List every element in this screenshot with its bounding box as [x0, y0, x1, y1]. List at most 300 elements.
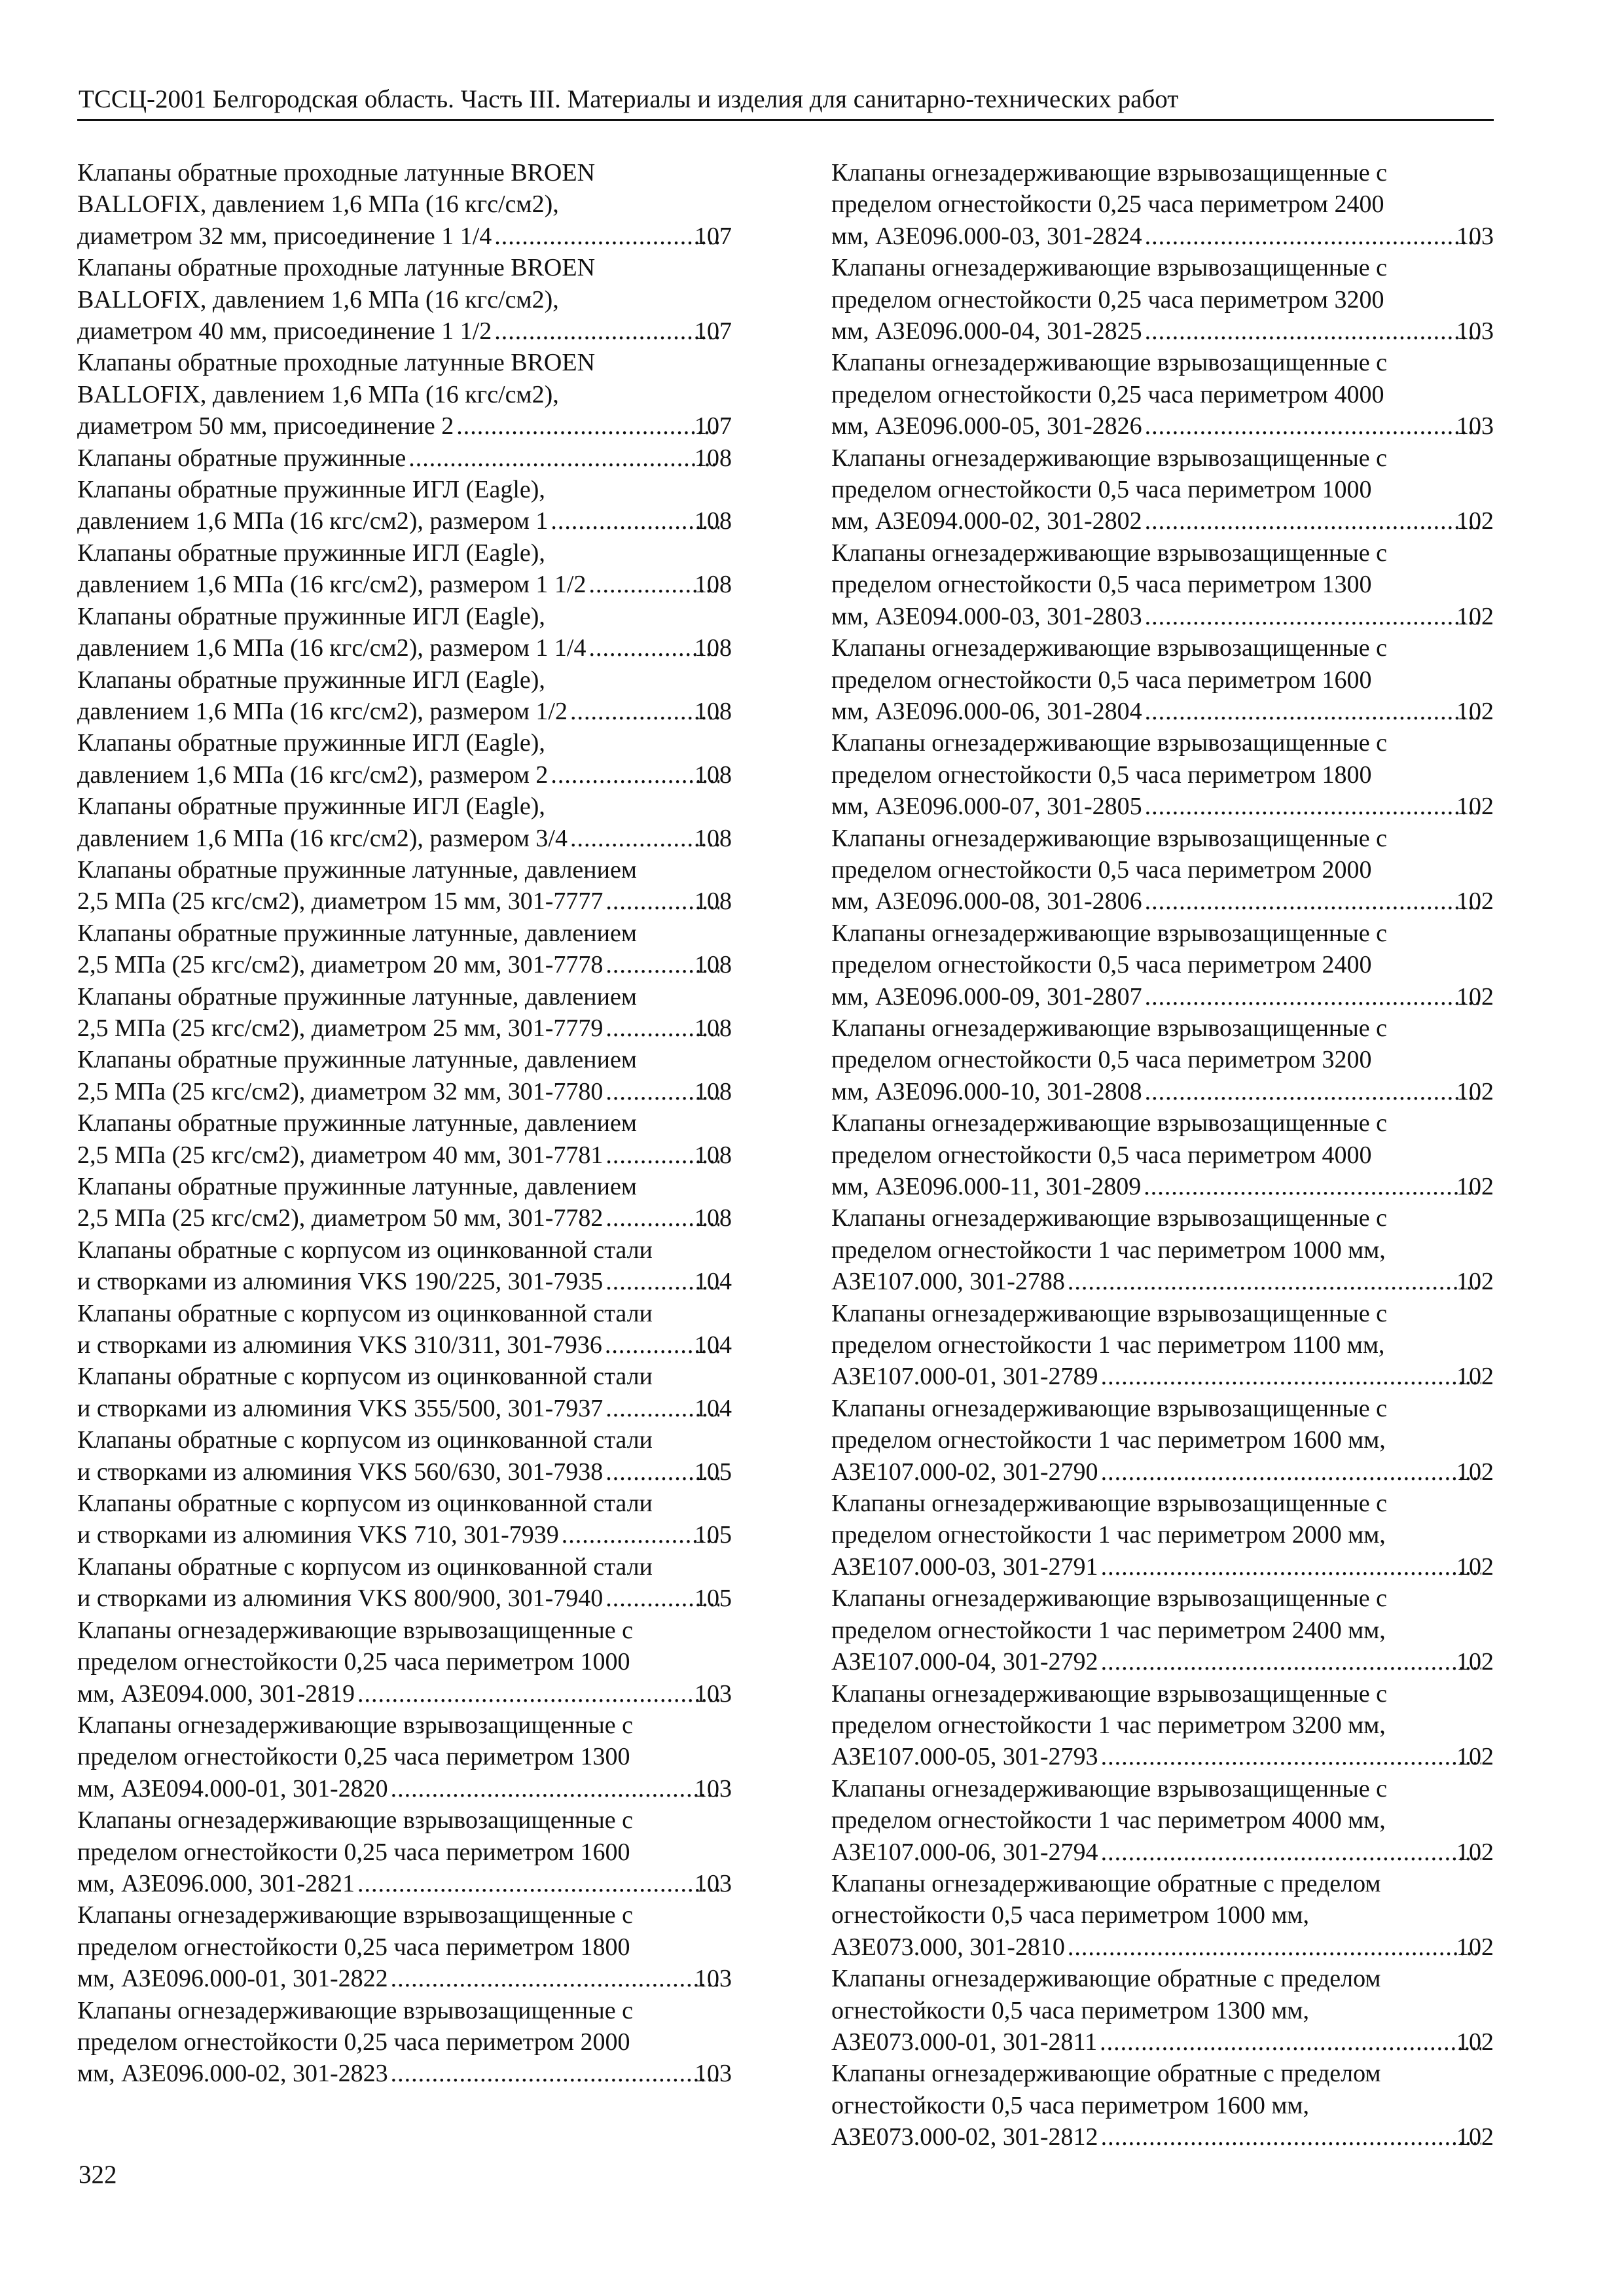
- index-entry-line: пределом огнестойкости 0,5 часа периметром 3200: [831, 1046, 1372, 1074]
- index-entry-last-line: [77, 410, 732, 442]
- index-entry-line: пределом огнестойкости 1 час периметром 1600 мм,: [831, 1426, 1386, 1454]
- index-entry-last-line: [77, 1456, 732, 1488]
- index-entry-text: давлением 1,6 МПа (16 кгс/см2), размером 1: [77, 507, 549, 535]
- index-page-ref: 102: [1456, 1648, 1494, 1676]
- index-entry: [77, 918, 732, 981]
- index-entry: [77, 854, 732, 918]
- index-entry-line: пределом огнестойкости 1 час периметром 3200 мм,: [831, 1711, 1386, 1739]
- dot-leader: [391, 1773, 719, 1804]
- index-entry-line: пределом огнестойкости 1 час периметром 2000 мм,: [831, 1521, 1386, 1549]
- index-entry: [77, 474, 732, 537]
- index-entry-line: Клапаны огнезадерживающие взрывозащищенные с: [831, 919, 1388, 947]
- index-entry: [77, 1107, 732, 1171]
- index-entry-last-line: [831, 221, 1494, 252]
- index-entry-line: Клапаны обратные с корпусом из оцинкованной стали: [77, 1552, 653, 1581]
- header-rule: [77, 119, 1494, 121]
- index-entry-line: Клапаны обратные проходные латунные BROEN: [77, 254, 596, 282]
- index-entry-line: Клапаны обратные пружинные латунные, давлением: [77, 1046, 637, 1074]
- index-entry-last-line: [831, 981, 1494, 1013]
- index-entry-last-line: [77, 1519, 732, 1551]
- index-entry-text: 2,5 МПа (25 кгс/см2), диаметром 20 мм, 301-7778: [77, 951, 604, 979]
- index-entry: [831, 1583, 1494, 1677]
- index-entry-text: мм, АЗЕ096.000-01, 301-2822: [77, 1965, 388, 1993]
- index-entry-text: диаметром 40 мм, присоединение 1 1/2: [77, 317, 492, 346]
- index-entry-line: пределом огнестойкости 0,25 часа периметром 4000: [831, 380, 1384, 408]
- index-entry-last-line: [77, 886, 732, 917]
- index-entry-text: мм, АЗЕ094.000-02, 301-2802: [831, 507, 1142, 535]
- index-entry: [831, 1013, 1494, 1107]
- index-page-ref: 107: [695, 222, 732, 250]
- index-entry-text: и створками из алюминия VKS 190/225, 301-7935: [77, 1268, 604, 1296]
- index-entry-text: мм, АЗЕ096.000-11, 301-2809: [831, 1173, 1142, 1200]
- index-entry-text: мм, АЗЕ096.000-07, 301-2805: [831, 793, 1142, 821]
- index-entry: [77, 1424, 732, 1488]
- index-entry-last-line: [77, 315, 732, 347]
- index-entry-text: 2,5 МПа (25 кгс/см2), диаметром 40 мм, 301-7781: [77, 1141, 604, 1169]
- index-page-ref: 102: [1456, 1268, 1494, 1296]
- index-entry-last-line: [77, 2058, 732, 2089]
- index-entry: [77, 1361, 732, 1424]
- index-entry-last-line: [77, 1329, 732, 1361]
- index-entry: [77, 157, 732, 252]
- dot-leader: [1145, 601, 1481, 632]
- index-entry: [77, 1044, 732, 1107]
- index-entry-last-line: [831, 2026, 1494, 2058]
- index-page-ref: 102: [1456, 1458, 1494, 1486]
- index-entry: [831, 823, 1494, 918]
- index-entry-text: давлением 1,6 МПа (16 кгс/см2), размером 1 1/2: [77, 571, 586, 599]
- index-entry: [831, 1107, 1494, 1202]
- index-entry-text: 2,5 МПа (25 кгс/см2), диаметром 50 мм, 301-7782: [77, 1204, 604, 1232]
- index-entry-last-line: [831, 601, 1494, 632]
- index-entry-last-line: [831, 1266, 1494, 1297]
- dot-leader: [357, 1868, 719, 1899]
- index-entry-text: АЗЕ107.000-06, 301-2794: [831, 1838, 1098, 1866]
- index-entry-line: Клапаны обратные пружинные латунные, давлением: [77, 1109, 637, 1138]
- index-entry-last-line: [831, 1551, 1494, 1583]
- index-entry-last-line: [77, 1773, 732, 1804]
- index-entry-text: АЗЕ107.000, 301-2788: [831, 1268, 1065, 1296]
- dot-leader: [1101, 1646, 1481, 1677]
- dot-leader: [1145, 221, 1481, 252]
- index-entry: [831, 1963, 1494, 2058]
- index-entry-line: Клапаны обратные с корпусом из оцинкованной стали: [77, 1236, 653, 1264]
- index-page-ref: 103: [695, 1869, 732, 1897]
- index-entry-line: Клапаны обратные пружинные ИГЛ (Eagle),: [77, 539, 545, 567]
- index-entry-line: Клапаны обратные пружинные латунные, давлением: [77, 855, 637, 884]
- index-entry: [831, 918, 1494, 1013]
- index-entry: [77, 537, 732, 601]
- index-entry-last-line: [831, 1076, 1494, 1107]
- index-entry-text: АЗЕ107.000-03, 301-2791: [831, 1552, 1098, 1581]
- index-entry-line: Клапаны огнезадерживающие взрывозащищенные с: [831, 1109, 1388, 1138]
- index-entry-text: мм, АЗЕ096.000-08, 301-2806: [831, 888, 1142, 916]
- index-entry: [77, 1234, 732, 1298]
- index-page-ref: 108: [695, 571, 732, 599]
- index-entry-last-line: [77, 1678, 732, 1710]
- index-entry-last-line: [77, 1202, 732, 1234]
- index-entry-line: Клапаны огнезадерживающие взрывозащищенные с: [831, 349, 1388, 377]
- index-page-ref: 102: [1456, 1077, 1494, 1105]
- index-entry-text: и створками из алюминия VKS 355/500, 301-7937: [77, 1394, 604, 1422]
- dot-leader: [1068, 1266, 1481, 1297]
- index-page-ref: 103: [695, 2060, 732, 2088]
- index-entry-line: BALLOFIX, давлением 1,6 МПа (16 кгс/см2),: [77, 190, 559, 219]
- index-page-ref: 102: [1456, 697, 1494, 725]
- index-entry-text: АЗЕ073.000-02, 301-2812: [831, 2123, 1098, 2151]
- index-entry-line: пределом огнестойкости 0,25 часа периметром 1800: [77, 1933, 630, 1961]
- dot-leader: [1101, 1361, 1481, 1392]
- index-page-ref: 108: [695, 444, 732, 472]
- index-entry: [831, 2058, 1494, 2153]
- index-entry-text: мм, АЗЕ096.000-10, 301-2808: [831, 1077, 1142, 1105]
- index-entry: [77, 791, 732, 854]
- index-entry-line: Клапаны обратные пружинные ИГЛ (Eagle),: [77, 476, 545, 504]
- index-entry-line: Клапаны огнезадерживающие взрывозащищенные с: [831, 1394, 1388, 1422]
- dot-leader: [1100, 2026, 1481, 2058]
- index-page-ref: 102: [1456, 1933, 1494, 1961]
- index-entry-text: АЗЕ107.000-05, 301-2793: [831, 1743, 1098, 1771]
- index-entry-line: огнестойкости 0,5 часа периметром 1000 мм,: [831, 1901, 1309, 1929]
- index-entry: [77, 1171, 732, 1234]
- index-page-ref: 108: [695, 1077, 732, 1105]
- index-entry-text: АЗЕ073.000-01, 301-2811: [831, 2028, 1098, 2056]
- index-entry: [77, 601, 732, 664]
- index-entry-text: мм, АЗЕ094.000-03, 301-2803: [831, 602, 1142, 630]
- dot-leader: [1101, 1456, 1481, 1488]
- index-entry-text: диаметром 32 мм, присоединение 1 1/4: [77, 222, 492, 250]
- index-entry-line: пределом огнестойкости 0,5 часа периметром 1000: [831, 476, 1372, 504]
- index-entry: [831, 1393, 1494, 1488]
- dot-leader: [1145, 410, 1481, 442]
- index-entry: [77, 981, 732, 1045]
- index-entry-line: пределом огнестойкости 0,25 часа периметром 1300: [77, 1743, 630, 1771]
- index-entry-text: диаметром 50 мм, присоединение 2: [77, 412, 454, 440]
- index-page-ref: 102: [1456, 507, 1494, 535]
- index-entry-line: Клапаны огнезадерживающие обратные с пределом: [831, 2060, 1381, 2088]
- dot-leader: [494, 221, 719, 252]
- index-entry-line: Клапаны огнезадерживающие взрывозащищенные с: [77, 1996, 634, 2024]
- index-entry-line: BALLOFIX, давлением 1,6 МПа (16 кгс/см2),: [77, 380, 559, 408]
- index-entry-text: мм, АЗЕ096.000-05, 301-2826: [831, 412, 1142, 440]
- index-entry-last-line: [77, 442, 732, 474]
- index-page-ref: 103: [1456, 317, 1494, 346]
- index-page-ref: 103: [1456, 222, 1494, 250]
- index-page-ref: 107: [695, 412, 732, 440]
- index-entry-last-line: [831, 1646, 1494, 1677]
- index-page-ref: 105: [695, 1585, 732, 1613]
- index-entry: [831, 1298, 1494, 1393]
- index-entry-text: и створками из алюминия VKS 310/311, 301-7936: [77, 1331, 602, 1359]
- index-entry-line: Клапаны огнезадерживающие взрывозащищенные с: [831, 1774, 1388, 1803]
- index-page-ref: 102: [1456, 2123, 1494, 2151]
- index-entry-last-line: [831, 1456, 1494, 1488]
- index-page-ref: 102: [1456, 2028, 1494, 2056]
- dot-leader: [1145, 886, 1481, 917]
- index-entry: [831, 1488, 1494, 1583]
- index-entry-line: пределом огнестойкости 0,25 часа периметром 1600: [77, 1838, 630, 1866]
- index-entry-line: Клапаны обратные пружинные ИГЛ (Eagle),: [77, 793, 545, 821]
- index-entry: [831, 1773, 1494, 1868]
- index-entry: [831, 347, 1494, 442]
- index-entry-line: Клапаны обратные с корпусом из оцинкованной стали: [77, 1363, 653, 1391]
- index-entry: [77, 442, 732, 474]
- index-entry-line: Клапаны обратные пружинные ИГЛ (Eagle),: [77, 602, 545, 630]
- index-page-ref: 102: [1456, 1838, 1494, 1866]
- index-entry: [77, 727, 732, 791]
- index-entry: [77, 1298, 732, 1361]
- index-page-ref: 108: [695, 888, 732, 916]
- index-page-ref: 102: [1456, 793, 1494, 821]
- index-entry-line: Клапаны огнезадерживающие взрывозащищенные с: [831, 1299, 1388, 1327]
- dot-leader: [1101, 1837, 1481, 1868]
- dot-leader: [1145, 981, 1481, 1013]
- index-entry-last-line: [77, 505, 732, 537]
- index-entry: [831, 1202, 1494, 1297]
- dot-leader: [408, 442, 719, 474]
- dot-leader: [456, 410, 719, 442]
- index-page-ref: 105: [695, 1521, 732, 1549]
- dot-leader: [1101, 1551, 1481, 1583]
- index-entry-text: АЗЕ107.000-01, 301-2789: [831, 1363, 1098, 1391]
- index-entry-line: пределом огнестойкости 1 час периметром 4000 мм,: [831, 1806, 1386, 1835]
- index-entry: [831, 1678, 1494, 1773]
- index-page-ref: 102: [1456, 602, 1494, 630]
- index-page-ref: 108: [695, 951, 732, 979]
- index-entry-line: Клапаны огнезадерживающие взрывозащищенные с: [831, 1204, 1388, 1232]
- index-entry-text: 2,5 МПа (25 кгс/см2), диаметром 15 мм, 301-7777: [77, 888, 604, 916]
- index-entry-line: Клапаны обратные проходные латунные BROEN: [77, 159, 596, 187]
- index-entry-text: АЗЕ107.000-02, 301-2790: [831, 1458, 1098, 1486]
- index-entry-text: мм, АЗЕ096.000, 301-2821: [77, 1869, 355, 1897]
- index-entry-text: и створками из алюминия VKS 560/630, 301-7938: [77, 1458, 604, 1486]
- index-entry-line: пределом огнестойкости 1 час периметром 2400 мм,: [831, 1616, 1386, 1644]
- index-entry-line: Клапаны огнезадерживающие взрывозащищенные с: [831, 1490, 1388, 1518]
- index-entry: [831, 157, 1494, 252]
- index-page-ref: 108: [695, 1014, 732, 1042]
- index-entry-line: Клапаны обратные пружинные латунные, давлением: [77, 919, 637, 947]
- dot-leader: [1068, 1931, 1481, 1963]
- index-page-ref: 108: [695, 634, 732, 662]
- index-entry-last-line: [77, 632, 732, 664]
- index-entry-last-line: [77, 759, 732, 791]
- index-entry-line: огнестойкости 0,5 часа периметром 1300 мм,: [831, 1996, 1309, 2024]
- index-entry-line: Клапаны огнезадерживающие обратные с пределом: [831, 1869, 1381, 1897]
- page-number: 322: [79, 2161, 117, 2189]
- index-entry-line: пределом огнестойкости 0,5 часа периметром 1300: [831, 571, 1372, 599]
- index-entry: [77, 1551, 732, 1615]
- index-entry-text: 2,5 МПа (25 кгс/см2), диаметром 32 мм, 301-7780: [77, 1077, 604, 1105]
- dot-leader: [1145, 1076, 1481, 1107]
- index-entry: [831, 1868, 1494, 1963]
- index-entry-line: Клапаны огнезадерживающие взрывозащищенные с: [831, 634, 1388, 662]
- index-entry-last-line: [77, 1076, 732, 1107]
- index-entry-line: огнестойкости 0,5 часа периметром 1600 мм,: [831, 2091, 1309, 2119]
- index-page-ref: 102: [1456, 1743, 1494, 1771]
- index-entry: [77, 1995, 732, 2090]
- index-entry-text: мм, АЗЕ096.000-09, 301-2807: [831, 982, 1142, 1011]
- index-entry-line: Клапаны огнезадерживающие взрывозащищенные с: [831, 729, 1388, 757]
- dot-leader: [494, 315, 719, 347]
- dot-leader: [1145, 505, 1481, 537]
- index-entry-text: давлением 1,6 МПа (16 кгс/см2), размером 1 1/4: [77, 634, 586, 662]
- index-entry-text: давлением 1,6 МПа (16 кгс/см2), размером 1/2: [77, 697, 568, 725]
- index-entry-line: Клапаны обратные пружинные латунные, давлением: [77, 982, 637, 1011]
- index-entry-text: и створками из алюминия VKS 710, 301-7939: [77, 1521, 559, 1549]
- index-page-ref: 103: [695, 1774, 732, 1803]
- index-entry-line: Клапаны обратные с корпусом из оцинкованной стали: [77, 1490, 653, 1518]
- index-entry-last-line: [77, 823, 732, 854]
- index-entry-last-line: [77, 1963, 732, 1994]
- dot-leader: [1145, 315, 1481, 347]
- index-entry-text: мм, АЗЕ094.000, 301-2819: [77, 1679, 355, 1708]
- index-page-ref: 102: [1456, 1363, 1494, 1391]
- index-entry-text: мм, АЗЕ096.000-02, 301-2823: [77, 2060, 388, 2088]
- index-entry-text: 2,5 МПа (25 кгс/см2), диаметром 25 мм, 301-7779: [77, 1014, 604, 1042]
- index-entry: [831, 727, 1494, 822]
- index-page-ref: 104: [695, 1331, 732, 1359]
- index-page-ref: 102: [1456, 1552, 1494, 1581]
- index-entry-line: Клапаны огнезадерживающие взрывозащищенные с: [831, 824, 1388, 852]
- running-header: ТССЦ-2001 Белгородская область. Часть III. Материалы и изделия для санитарно-технических работ: [79, 85, 1179, 113]
- index-page-ref: 107: [695, 317, 732, 346]
- index-entry-line: пределом огнестойкости 0,25 часа периметром 3200: [831, 285, 1384, 314]
- index-entry-line: пределом огнестойкости 0,5 часа периметром 1600: [831, 666, 1372, 694]
- index-entry-line: пределом огнестойкости 0,25 часа периметром 2400: [831, 190, 1384, 219]
- index-entry-last-line: [831, 1361, 1494, 1392]
- index-entry-text: и створками из алюминия VKS 800/900, 301-7940: [77, 1585, 604, 1613]
- index-entry-line: пределом огнестойкости 0,5 часа периметром 4000: [831, 1141, 1372, 1169]
- index-entry-line: Клапаны обратные с корпусом из оцинкованной стали: [77, 1426, 653, 1454]
- index-entry-line: Клапаны огнезадерживающие взрывозащищенные с: [831, 1585, 1388, 1613]
- index-entry-line: Клапаны огнезадерживающие взрывозащищенные с: [77, 1901, 634, 1929]
- index-entry-last-line: [77, 1583, 732, 1614]
- index-entry-last-line: [77, 696, 732, 727]
- index-entry-line: Клапаны огнезадерживающие взрывозащищенные с: [831, 159, 1388, 187]
- index-entry-last-line: [77, 949, 732, 980]
- index-page-ref: 108: [695, 824, 732, 852]
- index-entry-last-line: [831, 1741, 1494, 1772]
- index-page-ref: 104: [695, 1394, 732, 1422]
- index-entry: [77, 252, 732, 347]
- dot-leader: [1101, 2121, 1481, 2153]
- index-entry-line: Клапаны огнезадерживающие обратные с пределом: [831, 1965, 1381, 1993]
- index-entry-last-line: [831, 505, 1494, 537]
- index-entry: [831, 442, 1494, 537]
- index-entry: [77, 1899, 732, 1994]
- index-entry: [77, 664, 732, 728]
- index-column-right: [831, 157, 1494, 2153]
- index-entry-last-line: [831, 1837, 1494, 1868]
- index-entry-last-line: [77, 1868, 732, 1899]
- index-entry-last-line: [831, 410, 1494, 442]
- index-entry-text: АЗЕ073.000, 301-2810: [831, 1933, 1065, 1961]
- index-entry-line: Клапаны огнезадерживающие взрывозащищенные с: [831, 1014, 1388, 1042]
- index-entry-text: мм, АЗЕ094.000-01, 301-2820: [77, 1774, 388, 1803]
- index-entry-text: мм, АЗЕ096.000-04, 301-2825: [831, 317, 1142, 346]
- index-page-ref: 104: [695, 1268, 732, 1296]
- index-entry-last-line: [77, 569, 732, 600]
- index-entry: [77, 347, 732, 442]
- index-column-left: [77, 157, 732, 2090]
- index-entry: [77, 1710, 732, 1804]
- index-entry-text: Клапаны обратные пружинные: [77, 444, 406, 472]
- index-entry-line: Клапаны огнезадерживающие взрывозащищенные с: [77, 1806, 634, 1835]
- index-entry-line: Клапаны огнезадерживающие взрывозащищенные с: [77, 1616, 634, 1644]
- index-entry-line: BALLOFIX, давлением 1,6 МПа (16 кгс/см2),: [77, 285, 559, 314]
- index-entry-last-line: [77, 1139, 732, 1171]
- index-entry-line: Клапаны огнезадерживающие взрывозащищенные с: [831, 444, 1388, 472]
- index-entry-last-line: [831, 791, 1494, 822]
- index-entry-line: пределом огнестойкости 0,5 часа периметром 1800: [831, 761, 1372, 789]
- index-entry: [77, 1804, 732, 1899]
- index-entry-text: мм, АЗЕ096.000-03, 301-2824: [831, 222, 1142, 250]
- index-entry-text: мм, АЗЕ096.000-06, 301-2804: [831, 697, 1142, 725]
- dot-leader: [1145, 696, 1481, 727]
- index-entry-line: пределом огнестойкости 0,5 часа периметром 2400: [831, 951, 1372, 979]
- dot-leader: [1144, 1171, 1481, 1202]
- index-page-ref: 108: [695, 507, 732, 535]
- index-entry: [77, 1488, 732, 1551]
- index-entry-text: давлением 1,6 МПа (16 кгс/см2), размером 3/4: [77, 824, 568, 852]
- index-entry-line: Клапаны огнезадерживающие взрывозащищенные с: [831, 1679, 1388, 1708]
- index-page-ref: 108: [695, 697, 732, 725]
- index-entry-line: Клапаны огнезадерживающие взрывозащищенные с: [831, 539, 1388, 567]
- dot-leader: [1101, 1741, 1481, 1772]
- index-entry: [831, 252, 1494, 347]
- index-page-ref: 102: [1456, 982, 1494, 1011]
- index-entry: [831, 537, 1494, 632]
- index-entry-line: Клапаны обратные проходные латунные BROEN: [77, 349, 596, 377]
- index-entry-last-line: [831, 696, 1494, 727]
- index-page-ref: 108: [695, 1204, 732, 1232]
- index-entry-text: давлением 1,6 МПа (16 кгс/см2), размером 2: [77, 761, 549, 789]
- index-entry-last-line: [831, 1931, 1494, 1963]
- index-entry-last-line: [831, 886, 1494, 917]
- index-page-ref: 103: [695, 1679, 732, 1708]
- dot-leader: [357, 1678, 719, 1710]
- index-page-ref: 102: [1456, 888, 1494, 916]
- index-entry-line: Клапаны обратные с корпусом из оцинкованной стали: [77, 1299, 653, 1327]
- index-entry-line: пределом огнестойкости 1 час периметром 1000 мм,: [831, 1236, 1386, 1264]
- dot-leader: [1145, 791, 1481, 822]
- index-page-ref: 102: [1456, 1173, 1494, 1200]
- index-page-ref: 108: [695, 761, 732, 789]
- dot-leader: [391, 2058, 719, 2089]
- index-entry-last-line: [77, 221, 732, 252]
- index-entry-last-line: [831, 315, 1494, 347]
- dot-leader: [391, 1963, 719, 1994]
- index-entry-last-line: [77, 1266, 732, 1297]
- index-page-ref: 103: [1456, 412, 1494, 440]
- index-entry-line: Клапаны обратные пружинные латунные, давлением: [77, 1173, 637, 1200]
- index-page-ref: 105: [695, 1458, 732, 1486]
- index-entry-line: Клапаны обратные пружинные ИГЛ (Eagle),: [77, 729, 545, 757]
- index-entry: [77, 1615, 732, 1710]
- index-entry-last-line: [77, 1393, 732, 1424]
- index-entry-text: АЗЕ107.000-04, 301-2792: [831, 1648, 1098, 1676]
- index-entry-line: Клапаны огнезадерживающие взрывозащищенные с: [77, 1711, 634, 1739]
- index-entry-line: пределом огнестойкости 1 час периметром 1100 мм,: [831, 1331, 1385, 1359]
- index-page-ref: 108: [695, 1141, 732, 1169]
- index-entry: [831, 632, 1494, 727]
- index-entry-line: пределом огнестойкости 0,25 часа периметром 1000: [77, 1648, 630, 1676]
- index-entry-last-line: [831, 1171, 1494, 1202]
- index-entry-line: пределом огнестойкости 0,25 часа периметром 2000: [77, 2028, 630, 2056]
- index-entry-line: пределом огнестойкости 0,5 часа периметром 2000: [831, 855, 1372, 884]
- index-page-ref: 103: [695, 1965, 732, 1993]
- index-entry-last-line: [77, 1013, 732, 1044]
